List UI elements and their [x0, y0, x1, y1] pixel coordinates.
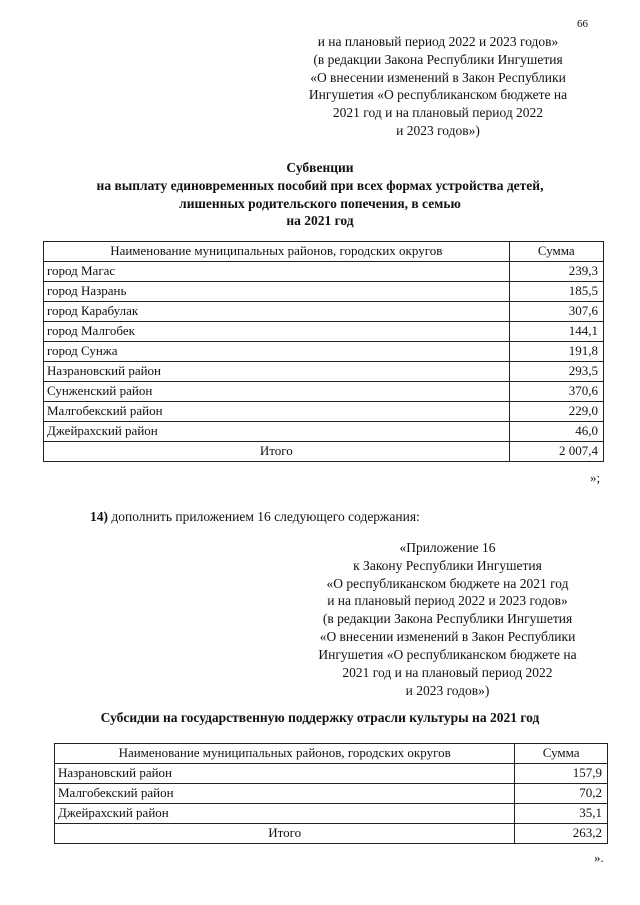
intro-line: Ингушетия «О республиканском бюджете на: [308, 87, 568, 103]
intro-line: (в редакции Закона Республики Ингушетия: [313, 51, 563, 67]
intro-block: [268, 33, 608, 140]
row-sum: 185,5: [509, 282, 603, 302]
section2-closing-quote: ».: [594, 850, 604, 865]
appendix-line: Ингушетия «О республиканском бюджете на: [318, 646, 577, 662]
row-name: Малгобекский район: [44, 402, 510, 422]
row-name: город Карабулак: [44, 302, 510, 322]
row-sum: 157,9: [515, 764, 608, 784]
row-sum: 70,2: [515, 784, 608, 804]
section1-title-line: на 2021 год: [286, 213, 354, 229]
appendix-line: к Закону Республики Ингушетия: [353, 557, 542, 573]
row-sum: 307,6: [509, 302, 603, 322]
table-row: [55, 784, 608, 804]
table-row: [44, 362, 604, 382]
row-sum: 46,0: [509, 422, 603, 442]
row-name: Сунженский район: [44, 382, 510, 402]
subventions-table: [43, 241, 604, 462]
section1-title-line: Субвенции: [286, 160, 354, 175]
subsidies-table: [54, 743, 608, 844]
row-name: Джейрахский район: [55, 804, 515, 824]
appendix-line: «О республиканском бюджете на 2021 год: [326, 575, 569, 591]
intro-line: 2021 год и на плановый период 2022: [332, 105, 544, 121]
appendix-line: и на плановый период 2022 и 2023 годов»: [327, 593, 568, 609]
total-sum: 2 007,4: [509, 442, 603, 462]
item-14-text: дополнить приложением 16 следующего содержания:: [111, 509, 420, 524]
header-name: Наименование муниципальных районов, городских округов: [55, 744, 515, 764]
appendix-line: «О внесении изменений в Закон Республики: [319, 629, 576, 645]
total-sum: 263,2: [515, 824, 608, 844]
section1-title-line: на выплату единовременных пособий при всех формах устройства детей,: [96, 177, 544, 193]
appendix-line: «Приложение 16: [399, 540, 496, 555]
intro-line: и 2023 годов»): [396, 123, 480, 139]
section2-title: Субсидии на государственную поддержку отрасли культуры на 2021 год: [100, 710, 540, 725]
appendix16-block: [280, 539, 615, 699]
row-name: Джейрахский район: [44, 422, 510, 442]
table-row: [44, 422, 604, 442]
total-label: Итого: [55, 824, 515, 844]
header-name: Наименование муниципальных районов, городских округов: [44, 242, 510, 262]
section1-title: [20, 159, 620, 230]
appendix-line: 2021 год и на плановый период 2022: [342, 664, 553, 680]
row-sum: 144,1: [509, 322, 603, 342]
table-row: [44, 382, 604, 402]
total-row: [44, 442, 604, 462]
section1-title-line: лишенных родительского попечения, в семью: [179, 195, 461, 211]
row-sum: 229,0: [509, 402, 603, 422]
page-number: 66: [577, 18, 588, 30]
table-row: [44, 262, 604, 282]
total-label: Итого: [44, 442, 510, 462]
row-name: Назрановский район: [44, 362, 510, 382]
total-row: [55, 824, 608, 844]
row-name: Малгобекский район: [55, 784, 515, 804]
table-header-row: [55, 744, 608, 764]
row-sum: 191,8: [509, 342, 603, 362]
row-name: город Магас: [44, 262, 510, 282]
table-row: [55, 804, 608, 824]
table-row: [44, 342, 604, 362]
row-sum: 370,6: [509, 382, 603, 402]
row-sum: 35,1: [515, 804, 608, 824]
row-sum: 239,3: [509, 262, 603, 282]
row-name: город Малгобек: [44, 322, 510, 342]
table-row: [44, 282, 604, 302]
appendix-line: и 2023 годов»): [405, 682, 490, 698]
row-name: город Назрань: [44, 282, 510, 302]
intro-line: и на плановый период 2022 и 2023 годов»: [317, 34, 559, 49]
row-name: Назрановский район: [55, 764, 515, 784]
header-sum: Сумма: [509, 242, 603, 262]
table-row: [55, 764, 608, 784]
table-row: [44, 402, 604, 422]
intro-line: «О внесении изменений в Закон Республики: [310, 69, 566, 85]
table-row: [44, 302, 604, 322]
section1-closing-quote: »;: [590, 470, 601, 485]
appendix-line: (в редакции Закона Республики Ингушетия: [322, 611, 573, 627]
table-row: [44, 322, 604, 342]
header-sum: Сумма: [515, 744, 608, 764]
item-14-paragraph: [90, 509, 420, 525]
item-14-number: 14): [90, 509, 108, 524]
row-name: город Сунжа: [44, 342, 510, 362]
row-sum: 293,5: [509, 362, 603, 382]
table-header-row: [44, 242, 604, 262]
